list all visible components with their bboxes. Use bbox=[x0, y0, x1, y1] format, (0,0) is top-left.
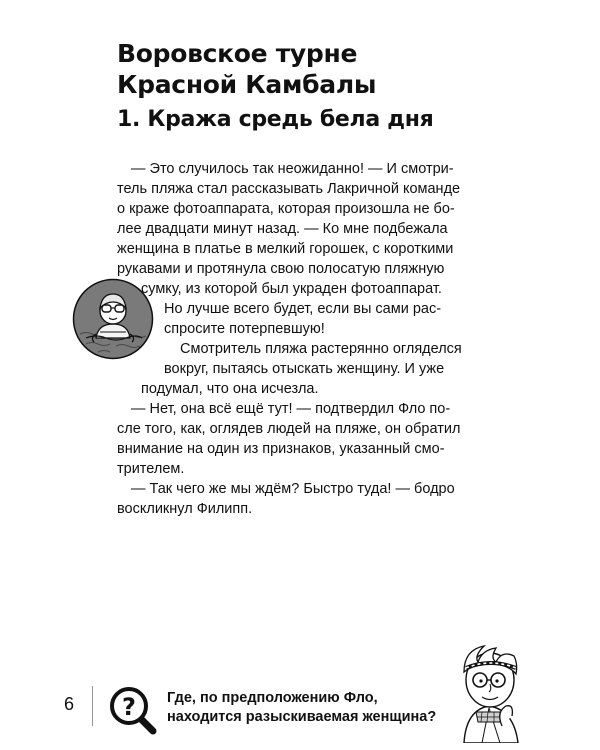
story-line-16: трителем. bbox=[117, 461, 185, 477]
story-line-8: Но лучше всего будет, если вы сами рас- bbox=[164, 301, 442, 317]
story-line-15: внимание на один из признаков, указанный смо- bbox=[117, 441, 445, 457]
story-line-7: сумку, из которой был украден фотоаппарат. bbox=[141, 281, 442, 297]
question-line-2: находится разыскиваемая женщина? bbox=[167, 709, 437, 725]
story-line-11: вокруг, пытаясь отыскать женщину. И уже bbox=[164, 361, 445, 377]
story-line-6: рукавами и протянула свою полосатую пляжную bbox=[117, 261, 445, 277]
story-line-3: о краже фотоаппарата, которая произошла не бо- bbox=[117, 201, 455, 217]
question-text bbox=[167, 689, 436, 727]
detective-character-icon bbox=[434, 628, 544, 743]
magnifier-question-icon bbox=[107, 686, 163, 738]
story-line-13: — Нет, она всё ещё тут! — подтвердил Фло по- bbox=[131, 401, 451, 417]
story-line-2: тель пляжа стал рассказывать Лакричной команде bbox=[117, 181, 461, 197]
story-line-14: сле того, как, оглядев людей на пляже, он обратил bbox=[117, 421, 461, 437]
svg-text:?: ? bbox=[122, 693, 136, 721]
story-line-1: — Это случилось так неожиданно! — И смотри- bbox=[131, 161, 454, 177]
page-number: 6 bbox=[64, 694, 75, 714]
story-line-9: спросите потерпевшую! bbox=[164, 321, 325, 337]
chapter-title: 1. Кража средь бела дня bbox=[117, 107, 434, 132]
story-title bbox=[117, 38, 376, 100]
footer-divider bbox=[92, 686, 93, 726]
story-title-line-2: Красной Камбалы bbox=[117, 70, 377, 99]
story-line-5: женщина в платье в мелкий горошек, с короткими bbox=[117, 241, 454, 257]
swimmer-with-goggles-icon bbox=[72, 278, 154, 360]
story-line-17: — Так чего же мы ждём? Быстро туда! — бодро bbox=[131, 481, 455, 497]
story-title-line-1: Воровское турне bbox=[117, 39, 358, 68]
story-line-18: воскликнул Филипп. bbox=[117, 501, 253, 517]
story-line-12: подумал, что она исчезла. bbox=[141, 381, 319, 397]
story-line-4: лее двадцати минут назад. — Ко мне подбежала bbox=[117, 221, 448, 237]
question-line-1: Где, по предположению Фло, bbox=[167, 690, 378, 706]
story-line-10: Смотритель пляжа растерянно огляделся bbox=[180, 341, 462, 357]
